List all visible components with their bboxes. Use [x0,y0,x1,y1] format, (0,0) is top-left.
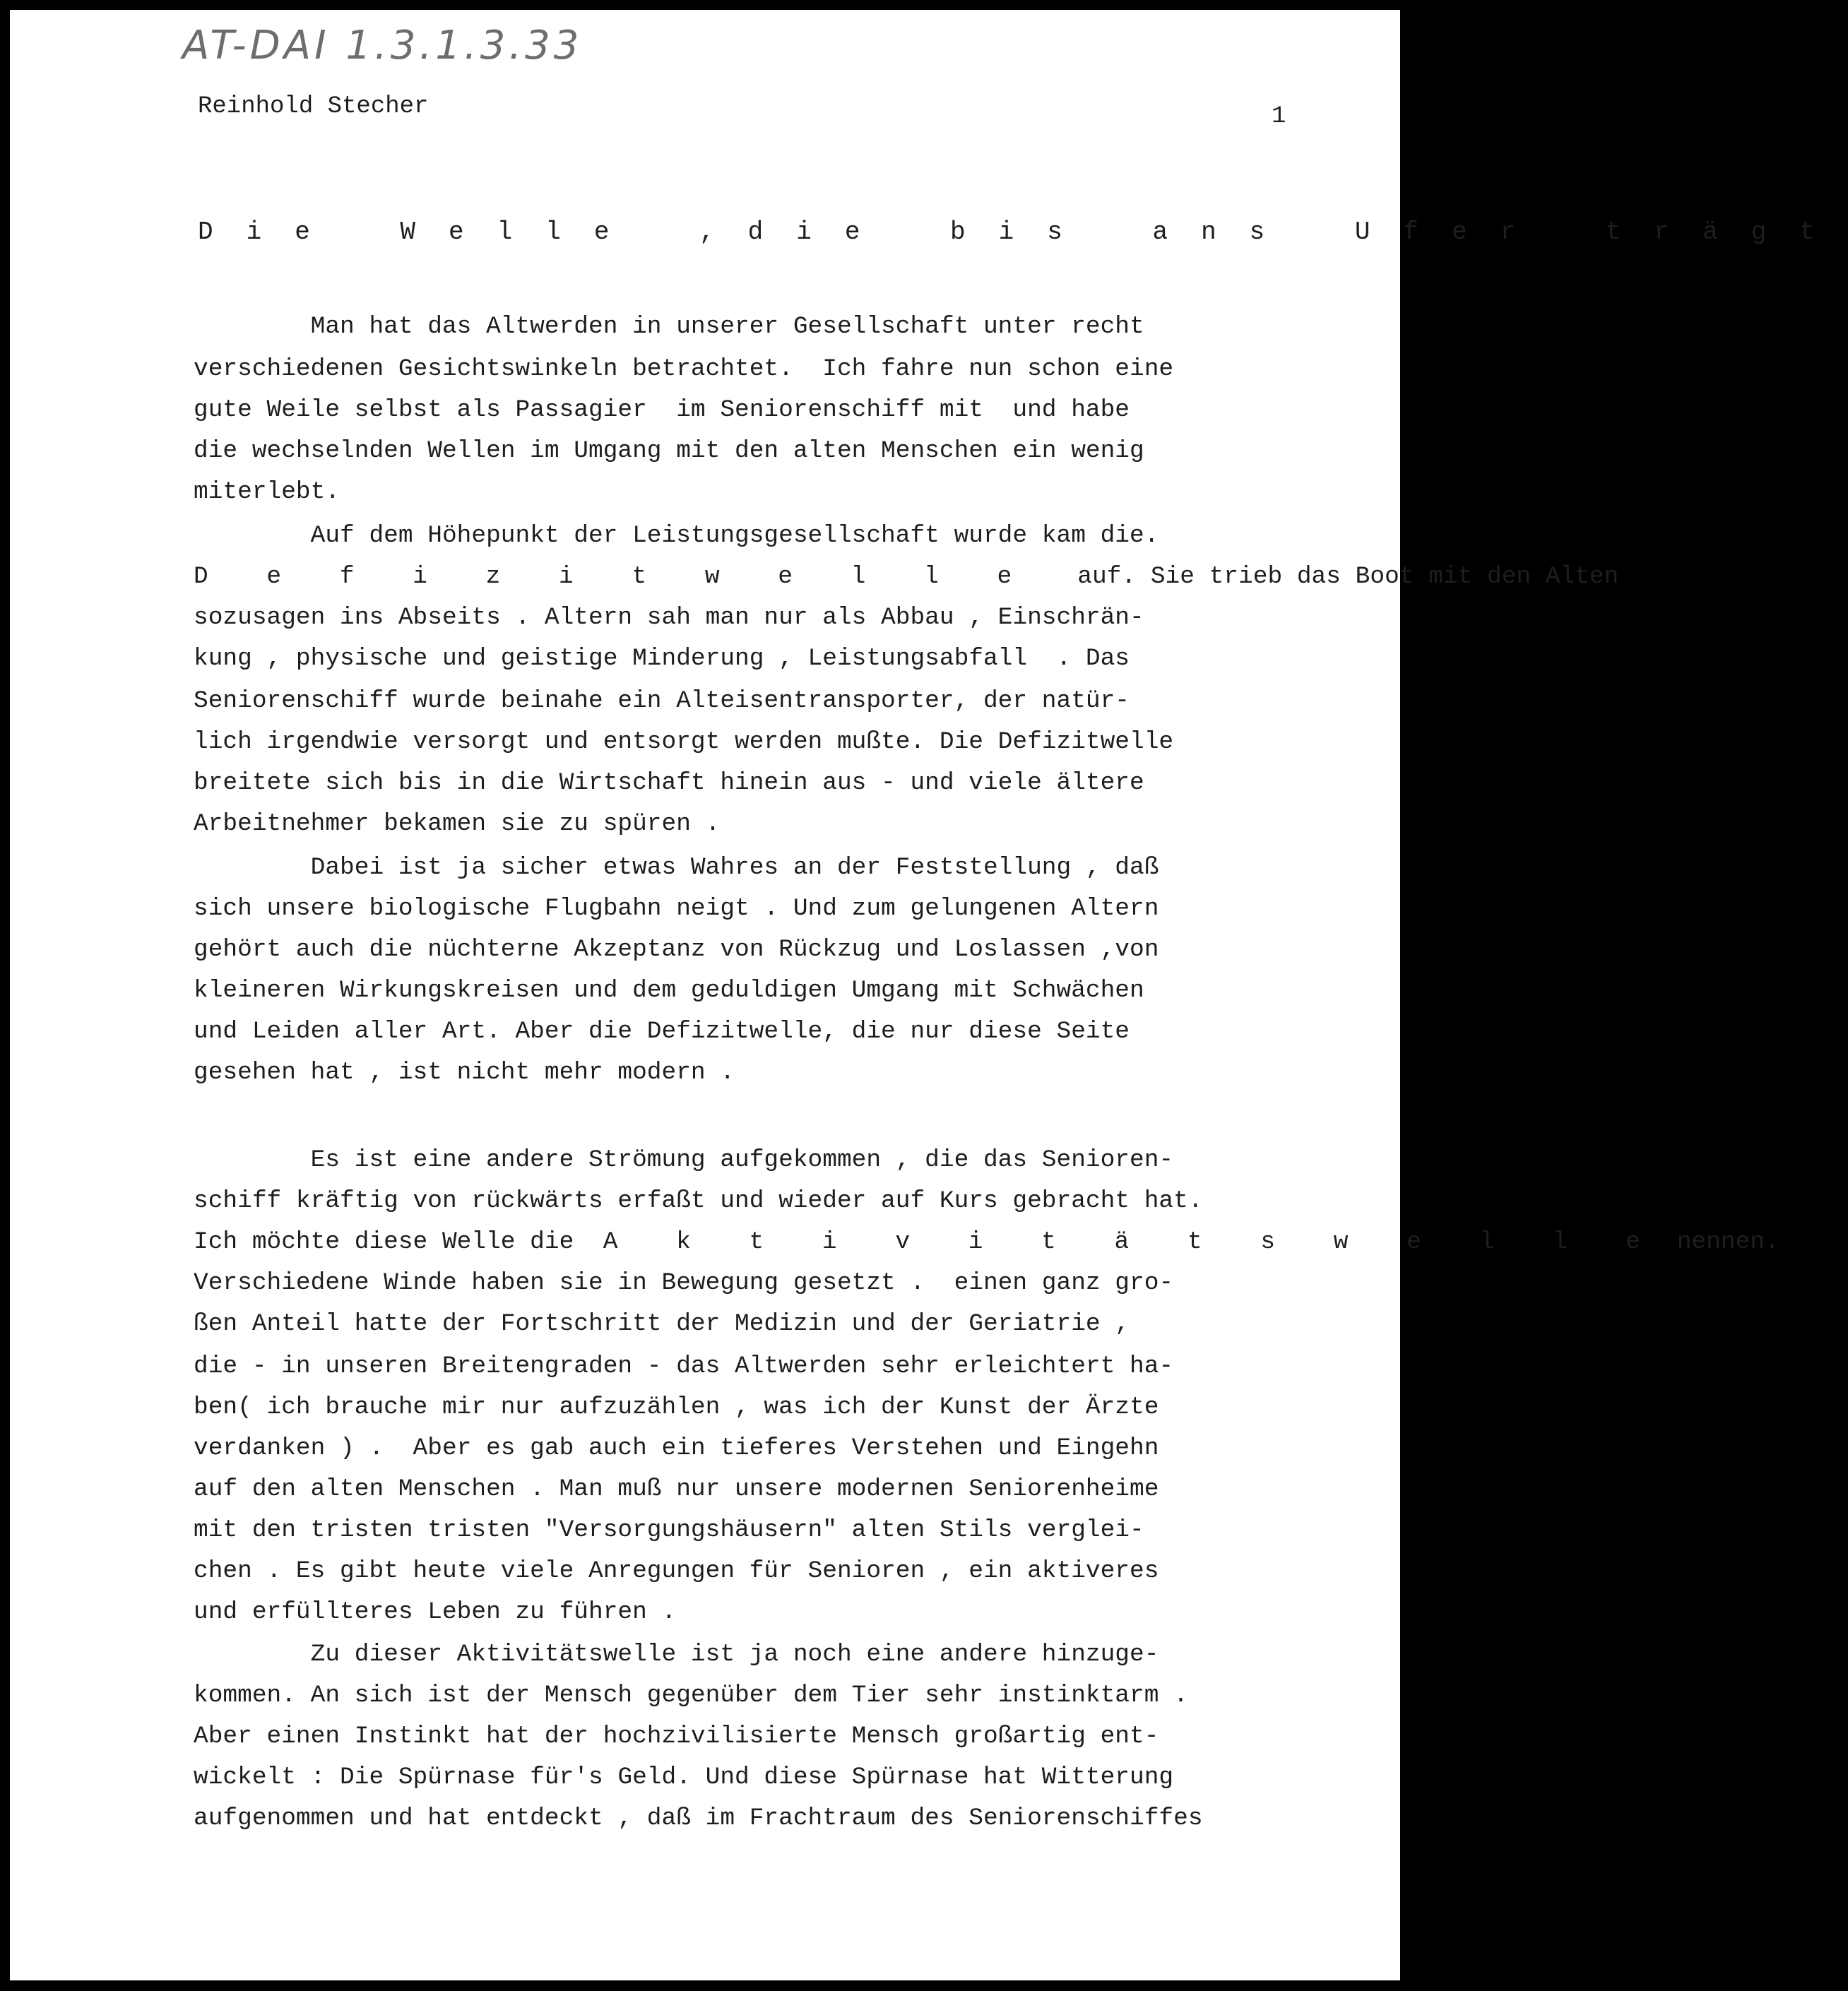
document-title: Die Welle ,die bis ans Ufer trägt [198,218,1848,246]
text-line: auf den alten Menschen . Man muß nur unsere modernen Seniorenheime [194,1475,1159,1503]
text-line: lich irgendwie versorgt und entsorgt werden mußte. Die Defizitwelle [194,728,1174,756]
text-line: Auf dem Höhepunkt der Leistungsgesellschaft wurde kam die. [194,522,1159,549]
text-line: gute Weile selbst als Passagier im Seniorenschiff mit und habe [194,396,1130,424]
text-line: kleineren Wirkungskreisen und dem geduldigen Umgang mit Schwächen [194,977,1144,1004]
text-line: Verschiedene Winde haben sie in Bewegung gesetzt . einen ganz gro- [194,1269,1174,1297]
text-line: die wechselnden Wellen im Umgang mit den alten Menschen ein wenig [194,437,1144,465]
emphasized-word-defizitwelle: D e f i z i t w e l l e [194,563,1034,590]
text-line: und Leiden aller Art. Aber die Defizitwelle, die nur diese Seite [194,1018,1130,1045]
text-line: Arbeitnehmer bekamen sie zu spüren . [194,810,721,838]
text-line: aufgenommen und hat entdeckt , daß im Frachtraum des Seniorenschiffes [194,1805,1203,1832]
text-line: kung , physische und geistige Minderung , Leistungsabfall . Das [194,645,1130,672]
text-line: gesehen hat , ist nicht mehr modern . [194,1059,735,1086]
text-line: Man hat das Altwerden in unserer Gesellschaft unter recht [194,313,1144,340]
text-line: ßen Anteil hatte der Fortschritt der Medizin und der Geriatrie , [194,1310,1130,1338]
text-line: Seniorenschiff wurde beinahe ein Alteisentransporter, der natür- [194,687,1130,715]
text-line: miterlebt. [194,478,340,506]
text-line: Zu dieser Aktivitätswelle ist ja noch eine andere hinzuge- [194,1641,1159,1668]
text-line: ben( ich brauche mir nur aufzuzählen , was ich der Kunst der Ärzte [194,1393,1159,1421]
text-line: Dabei ist ja sicher etwas Wahres an der Feststellung , daß [194,854,1159,881]
text-line [194,1230,1779,1255]
document-page [10,10,1848,1980]
author-name: Reinhold Stecher [198,93,429,120]
text-line: breitete sich bis in die Wirtschaft hinein aus - und viele ältere [194,769,1144,797]
text-line: sich unsere biologische Flugbahn neigt . Und zum gelungenen Altern [194,895,1159,922]
text-line: wickelt : Die Spürnase für's Geld. Und diese Spürnase hat Witterung [194,1764,1174,1791]
text-line: Es ist eine andere Strömung aufgekommen , die das Senioren- [194,1146,1174,1174]
text-line: schiff kräftig von rückwärts erfaßt und wieder auf Kurs gebracht hat. [194,1187,1203,1215]
text-line: Aber einen Instinkt hat der hochzivilisierte Mensch großartig ent- [194,1723,1159,1750]
text-line: kommen. An sich ist der Mensch gegenüber dem Tier sehr instinktarm . [194,1682,1188,1709]
text-line-start: Ich möchte diese Welle die [194,1228,603,1256]
text-line: gehört auch die nüchterne Akzeptanz von Rückzug und Loslassen ,von [194,936,1159,963]
text-line-end: nennen. [1662,1228,1779,1256]
archive-number-annotation: AT-DAI 1.3.1.3.33 [182,23,583,69]
text-line: chen . Es gibt heute viele Anregungen für Senioren , ein aktiveres [194,1557,1159,1585]
page-number: 1 [1272,103,1286,130]
text-line-rest: auf. Sie trieb das Boot mit den Alten [1033,563,1619,590]
text-line: verdanken ) . Aber es gab auch ein tieferes Verstehen und Eingehn [194,1434,1159,1462]
text-line: mit den tristen tristen "Versorgungshäusern" alten Stils verglei- [194,1516,1144,1544]
text-line [194,565,1618,590]
text-line: sozusagen ins Abseits . Altern sah man nur als Abbau , Einschrän- [194,604,1144,631]
text-line: die - in unseren Breitengraden - das Altwerden sehr erleichtert ha- [194,1353,1174,1380]
text-line: und erfüllteres Leben zu führen . [194,1598,677,1626]
text-line: verschiedenen Gesichtswinkeln betrachtet. Ich fahre nun schon eine [194,355,1174,383]
emphasized-word-aktivitaetswelle: A k t i v i t ä t s w e l l e [603,1228,1663,1256]
